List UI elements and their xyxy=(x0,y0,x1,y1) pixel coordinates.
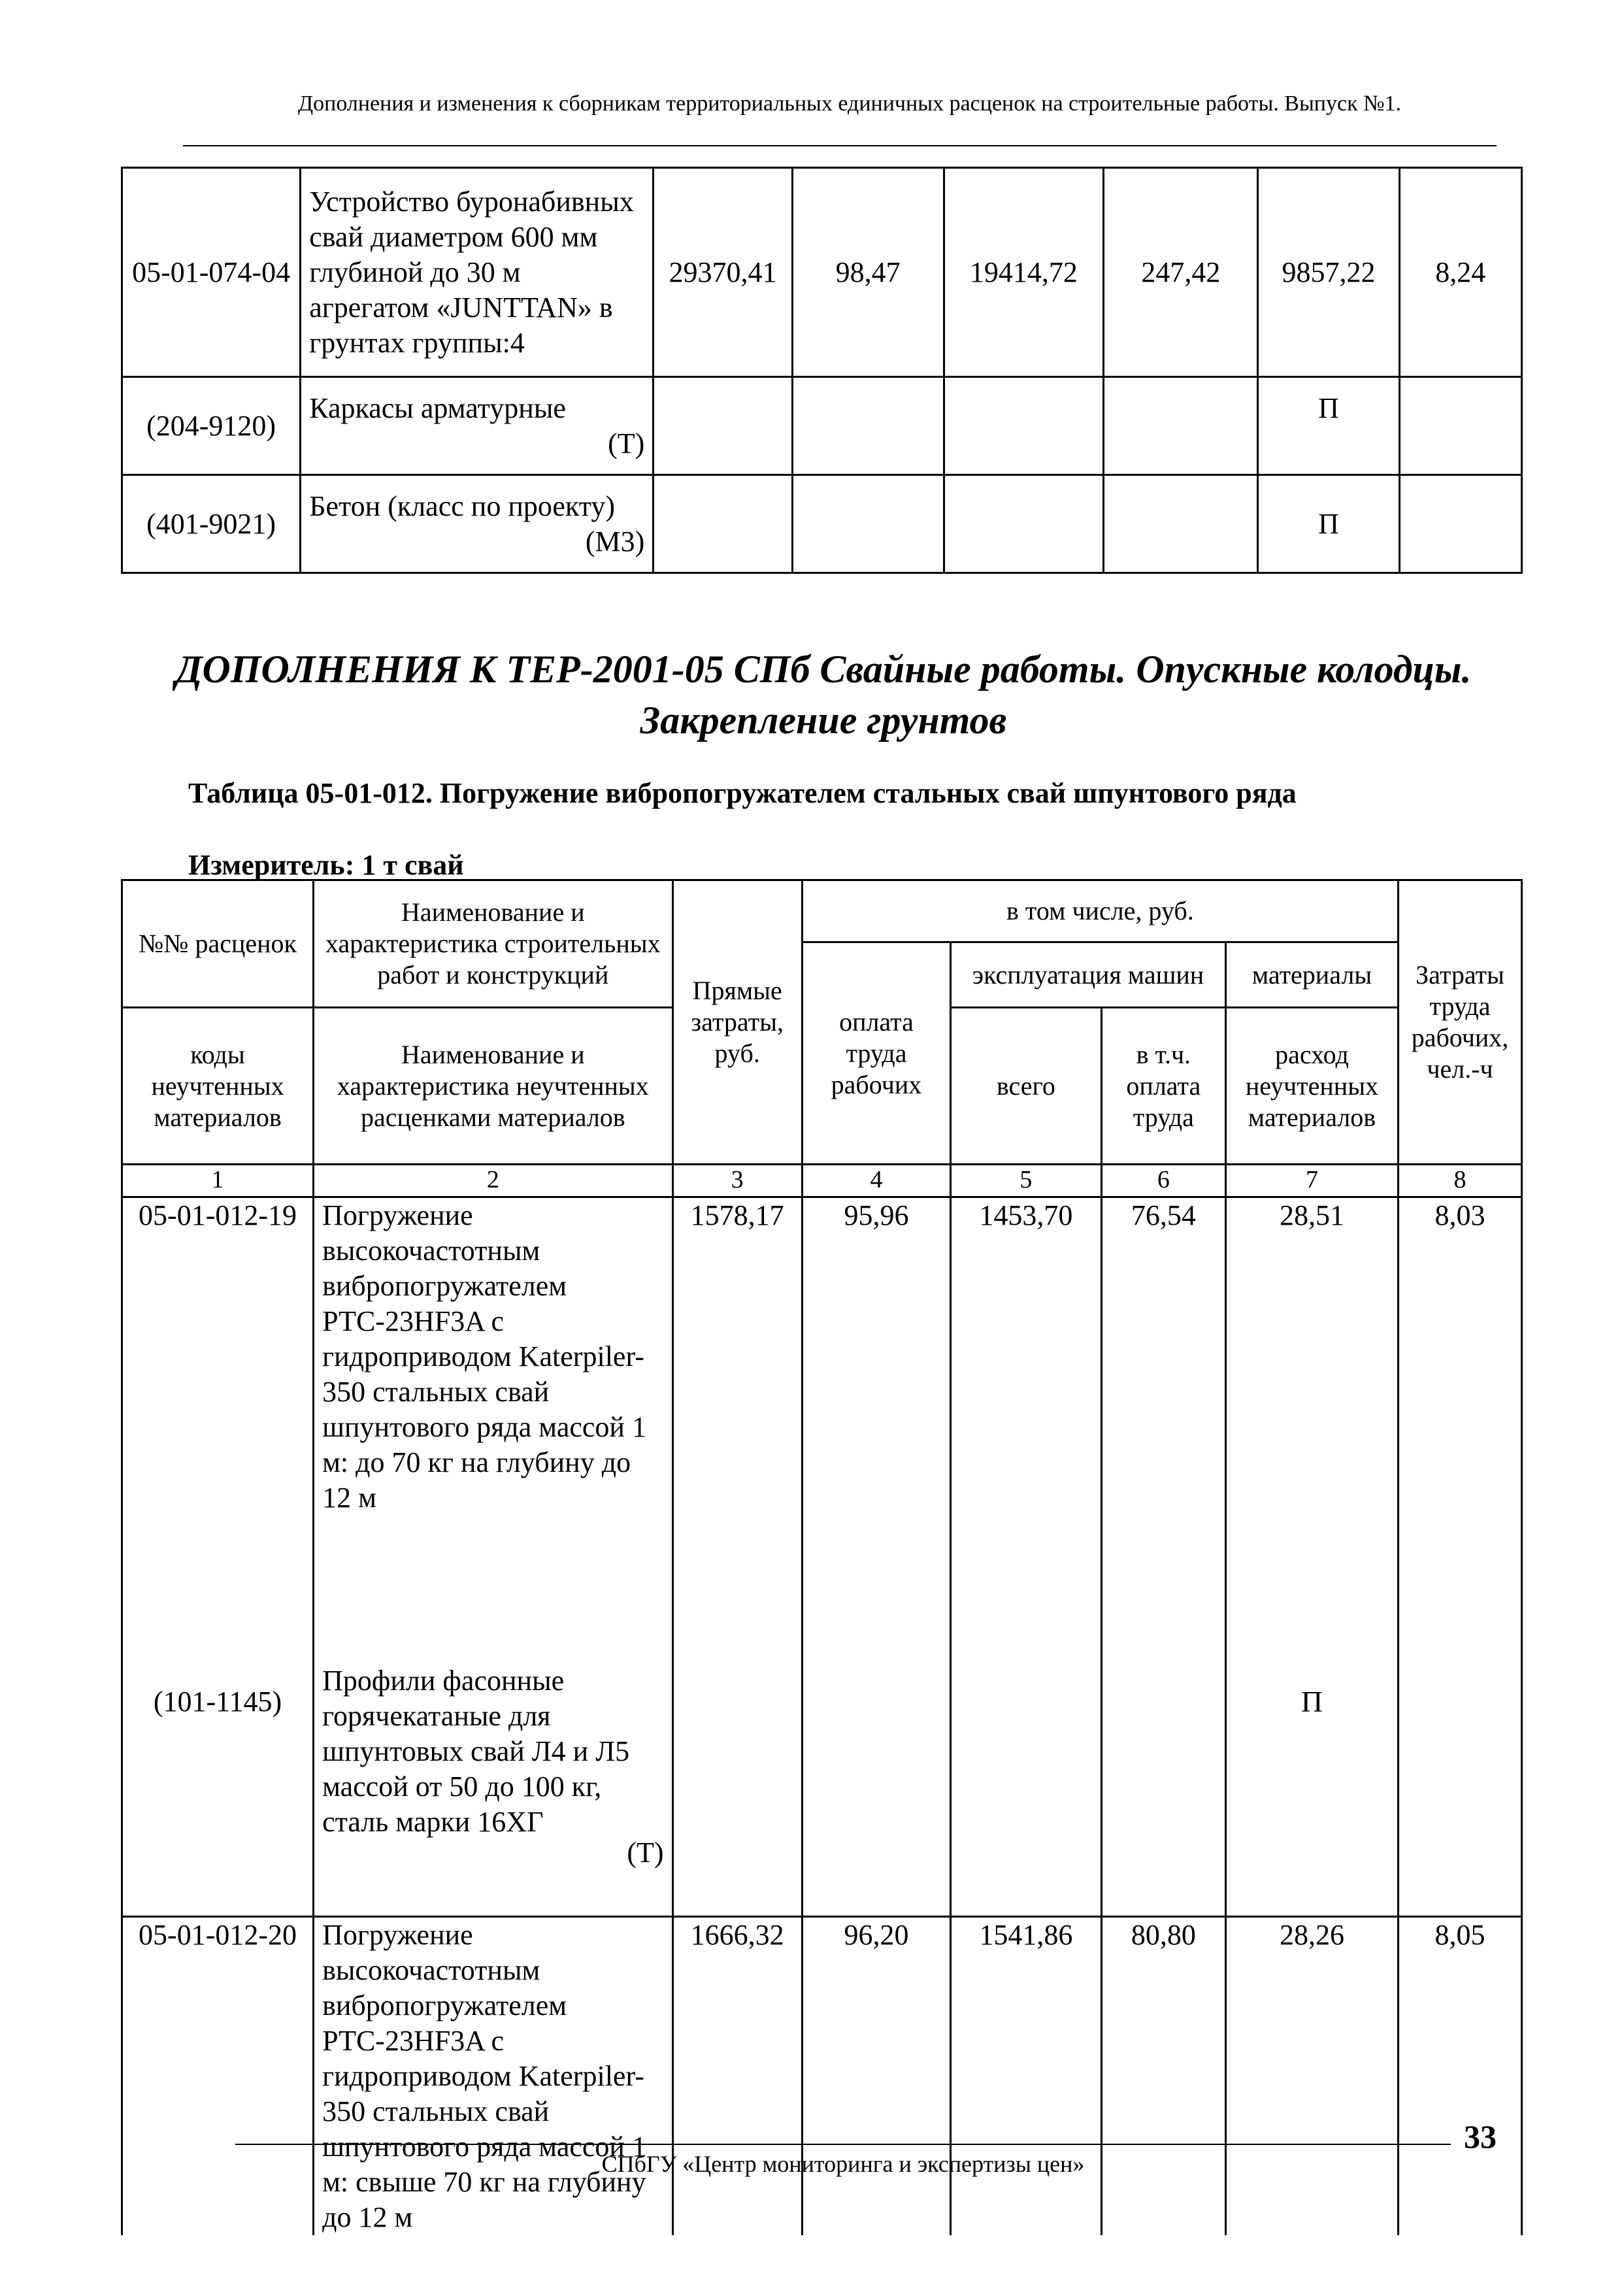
header-incl-pay: в т.ч. оплата труда xyxy=(1101,1008,1225,1165)
material-name: Каркасы арматурные xyxy=(309,391,566,424)
header-material-name: Наименование и характеристика неучтенных расценками материалов xyxy=(314,1008,672,1165)
header-name: Наименование и характеристика строительных работ и конструкций xyxy=(314,880,672,1008)
header-codes: коды неучтенных материалов xyxy=(122,1008,314,1165)
header-row xyxy=(122,880,1522,942)
footer-org: СПбГУ «Центр мониторинга и экспертизы цен» xyxy=(601,2151,1085,2177)
labor-hours: 8,24 xyxy=(1399,168,1521,377)
table-row xyxy=(122,1917,1522,2236)
header-machines: эксплуатация машин xyxy=(951,942,1226,1008)
labor-pay: 98,47 xyxy=(792,168,944,377)
machines-total: 19414,72 xyxy=(944,168,1104,377)
rates-table xyxy=(121,879,1523,2235)
rate-code: 05-01-074-04 xyxy=(122,168,301,377)
column-index: 1 xyxy=(122,1165,314,1197)
column-index: 2 xyxy=(314,1165,672,1197)
rate-name: Устройство буронабивных свай диаметром 600 мм глубиной до 30 м агрегатом «JUNTTAN» в грунтах группы:4 xyxy=(301,168,654,377)
labor-pay: 95,96 xyxy=(802,1197,950,1917)
page-number: 33 xyxy=(1464,2118,1497,2155)
material-name: Бетон (класс по проекту) xyxy=(309,490,616,522)
header-consumption: расход неучтенных материалов xyxy=(1225,1008,1398,1165)
column-index: 8 xyxy=(1399,1165,1522,1197)
machines-labor-pay: 76,54 xyxy=(1101,1197,1225,1917)
material-unit: (Т) xyxy=(627,1837,664,1869)
table-row xyxy=(122,377,1522,475)
materials-cost: 28,51 xyxy=(1279,1199,1344,1231)
table-caption: Таблица 05-01-012. Погружение вибропогружателем стальных свай шпунтового ряда xyxy=(188,777,1297,809)
table-row xyxy=(122,475,1522,573)
direct-cost: 1578,17 xyxy=(672,1197,802,1917)
material-mark: П xyxy=(1301,1685,1323,1718)
top-rates-table xyxy=(121,167,1523,574)
labor-hours: 8,05 xyxy=(1399,1917,1522,2236)
material-mark: П xyxy=(1258,377,1399,475)
header-total: всего xyxy=(951,1008,1102,1165)
table-row xyxy=(122,168,1522,377)
section-title: ДОПОЛНЕНИЯ К ТЕР-2001-05 СПб Свайные работы. Опускные колодцы. Закрепление грунтов xyxy=(175,648,1472,742)
material-mark: П xyxy=(1258,475,1399,573)
materials-cost: 28,26 xyxy=(1225,1917,1398,2236)
material-name: Профили фасонные горячекатаные для шпунтовых свай Л4 и Л5 массой от 50 до 100 кг, сталь марки 16ХГ xyxy=(322,1665,630,1838)
machines-total: 1453,70 xyxy=(951,1197,1102,1917)
material-unit: (М3) xyxy=(585,525,645,557)
rate-code: 05-01-012-19 xyxy=(139,1199,297,1231)
table-row xyxy=(122,1197,1522,1917)
direct-cost: 1666,32 xyxy=(672,1917,802,2236)
header-direct: Прямые затраты, руб. xyxy=(672,880,802,1165)
column-index: 7 xyxy=(1225,1165,1398,1197)
index-row xyxy=(122,1165,1522,1197)
material-unit: (Т) xyxy=(608,427,645,459)
page-header: Дополнения и изменения к сборникам территориальных единичных расценок на строительные работы. Выпуск №1. xyxy=(297,91,1402,116)
column-index: 4 xyxy=(802,1165,950,1197)
machines-labor-pay: 247,42 xyxy=(1104,168,1258,377)
rate-name: Погружение высокочастотным вибропогружателем РТС-23HF3A с гидроприводом Katerpiler-350 стальных свай шпунтового ряда массой 1 м: до 70 кг на глубину до 12 м xyxy=(322,1199,646,1514)
footer-rule xyxy=(235,2144,1451,2145)
material-code: (401-9021) xyxy=(122,475,301,573)
direct-cost: 29370,41 xyxy=(654,168,792,377)
header-including: в том числе, руб. xyxy=(802,880,1398,942)
header-labor-cost: Затраты труда рабочих, чел.-ч xyxy=(1399,880,1522,1165)
column-index: 5 xyxy=(951,1165,1102,1197)
machines-labor-pay: 80,80 xyxy=(1101,1917,1225,2236)
labor-hours: 8,03 xyxy=(1399,1197,1522,1917)
machines-total: 1541,86 xyxy=(951,1917,1102,2236)
materials-cost: 9857,22 xyxy=(1258,168,1399,377)
labor-pay: 96,20 xyxy=(802,1917,950,2236)
rate-name: Погружение высокочастотным вибропогружателем РТС-23HF3A с гидроприводом Katerpiler-350 стальных свай шпунтового ряда массой 1 м: свыше 70 кг на глубину до 12 м xyxy=(314,1917,672,2236)
header-materials: материалы xyxy=(1225,942,1398,1008)
column-index: 6 xyxy=(1101,1165,1225,1197)
header-rule xyxy=(183,145,1497,146)
material-code: (101-1145) xyxy=(153,1686,282,1718)
rate-code: 05-01-012-20 xyxy=(122,1917,314,2236)
measure-unit: Измеритель: 1 т свай xyxy=(188,849,464,881)
column-index: 3 xyxy=(672,1165,802,1197)
header-rates: №№ расценок xyxy=(122,880,314,1008)
header-labor-pay: оплата труда рабочих xyxy=(802,942,950,1165)
material-code: (204-9120) xyxy=(122,377,301,475)
